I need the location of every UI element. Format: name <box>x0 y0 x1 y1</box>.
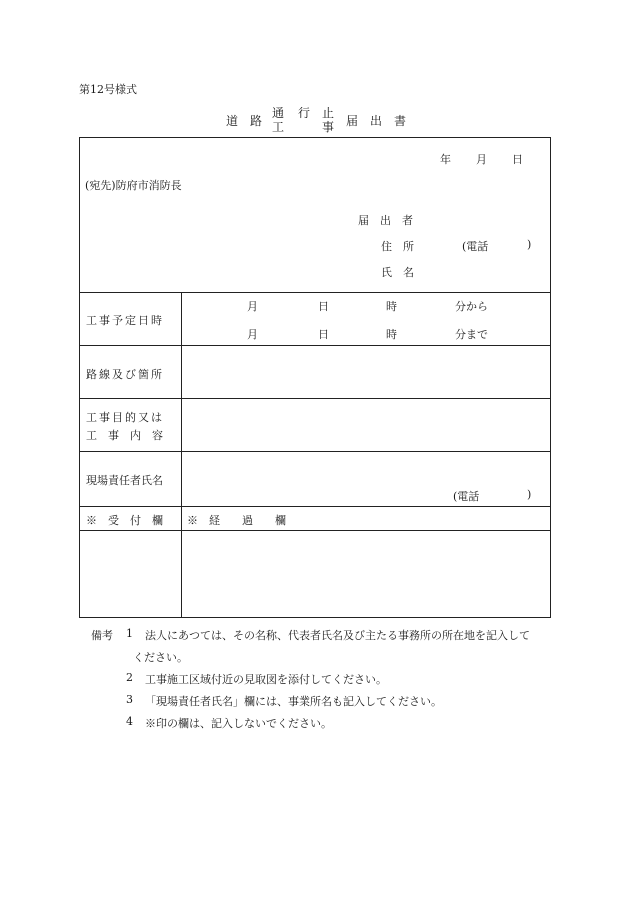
note-1-text: 法人にあつては、その名称、代表者氏名及び主たる事務所の所在地を記入して <box>145 629 530 642</box>
schedule-from-month[interactable]: 月 <box>247 300 258 313</box>
phone-label: (電話 <box>462 240 489 253</box>
schedule-to-day[interactable]: 日 <box>318 328 329 341</box>
title-stack-left-bottom: 工 <box>272 120 285 134</box>
note-1-number: 1 <box>126 627 133 640</box>
route-label: 路線及び箇所 <box>86 368 164 381</box>
title-stack-right-bottom: 事 <box>322 120 335 134</box>
schedule-to-month[interactable]: 月 <box>247 328 258 341</box>
schedule-to-hour[interactable]: 時 <box>386 328 397 341</box>
progress-label: ※ 経 過 欄 <box>187 514 286 527</box>
date-year[interactable]: 年 <box>440 153 451 166</box>
route-field[interactable] <box>183 347 549 397</box>
note-3-number: 3 <box>126 693 133 706</box>
note-2-number: 2 <box>126 671 133 684</box>
title-stack-right-top: 止 <box>322 106 335 120</box>
phone-close: ) <box>527 238 532 251</box>
purpose-label-line1: 工事目的又は <box>86 411 164 424</box>
purpose-field[interactable] <box>183 400 549 450</box>
note-4-number: 4 <box>126 715 133 728</box>
schedule-from-minute[interactable]: 分から <box>455 300 488 313</box>
note-4-text: ※印の欄は、記入しないでください。 <box>145 717 332 730</box>
schedule-to-minute[interactable]: 分まで <box>455 328 488 341</box>
schedule-from-day[interactable]: 日 <box>318 300 329 313</box>
supervisor-phone-close: ) <box>527 488 532 501</box>
name-label: 氏 名 <box>381 266 414 279</box>
divider <box>79 451 551 452</box>
divider <box>79 398 551 399</box>
column-divider <box>181 292 182 618</box>
address-label: 住 所 <box>381 240 414 253</box>
supervisor-phone-label: (電話 <box>453 490 480 503</box>
schedule-label: 工事予定日時 <box>86 314 164 327</box>
supervisor-label: 現場責任者氏名 <box>86 474 163 487</box>
reception-label: ※ 受 付 欄 <box>86 514 163 527</box>
title-stack-mid-top: 行 <box>298 106 311 120</box>
note-1-text-cont: ください。 <box>133 651 188 664</box>
schedule-from-hour[interactable]: 時 <box>386 300 397 313</box>
addressee: (宛先)防府市消防長 <box>85 179 182 192</box>
applicant-label: 届 出 者 <box>358 214 413 227</box>
divider <box>79 530 551 531</box>
divider <box>79 292 551 293</box>
title-stack-left-top: 通 <box>272 106 285 120</box>
divider <box>79 506 551 507</box>
notes-title: 備考 <box>91 629 113 642</box>
note-2-text: 工事施工区域付近の見取図を添付してください。 <box>145 673 387 686</box>
date-month[interactable]: 月 <box>476 153 487 166</box>
purpose-label-line2: 工 事 内 容 <box>86 429 163 442</box>
title-part1: 道 路 <box>226 114 263 128</box>
form-number: 第12号様式 <box>79 83 137 96</box>
title-part2: 届 出 書 <box>346 114 407 128</box>
divider <box>79 345 551 346</box>
date-day[interactable]: 日 <box>512 153 523 166</box>
note-3-text: 「現場責任者氏名」欄には、事業所名も記入してください。 <box>145 695 442 708</box>
